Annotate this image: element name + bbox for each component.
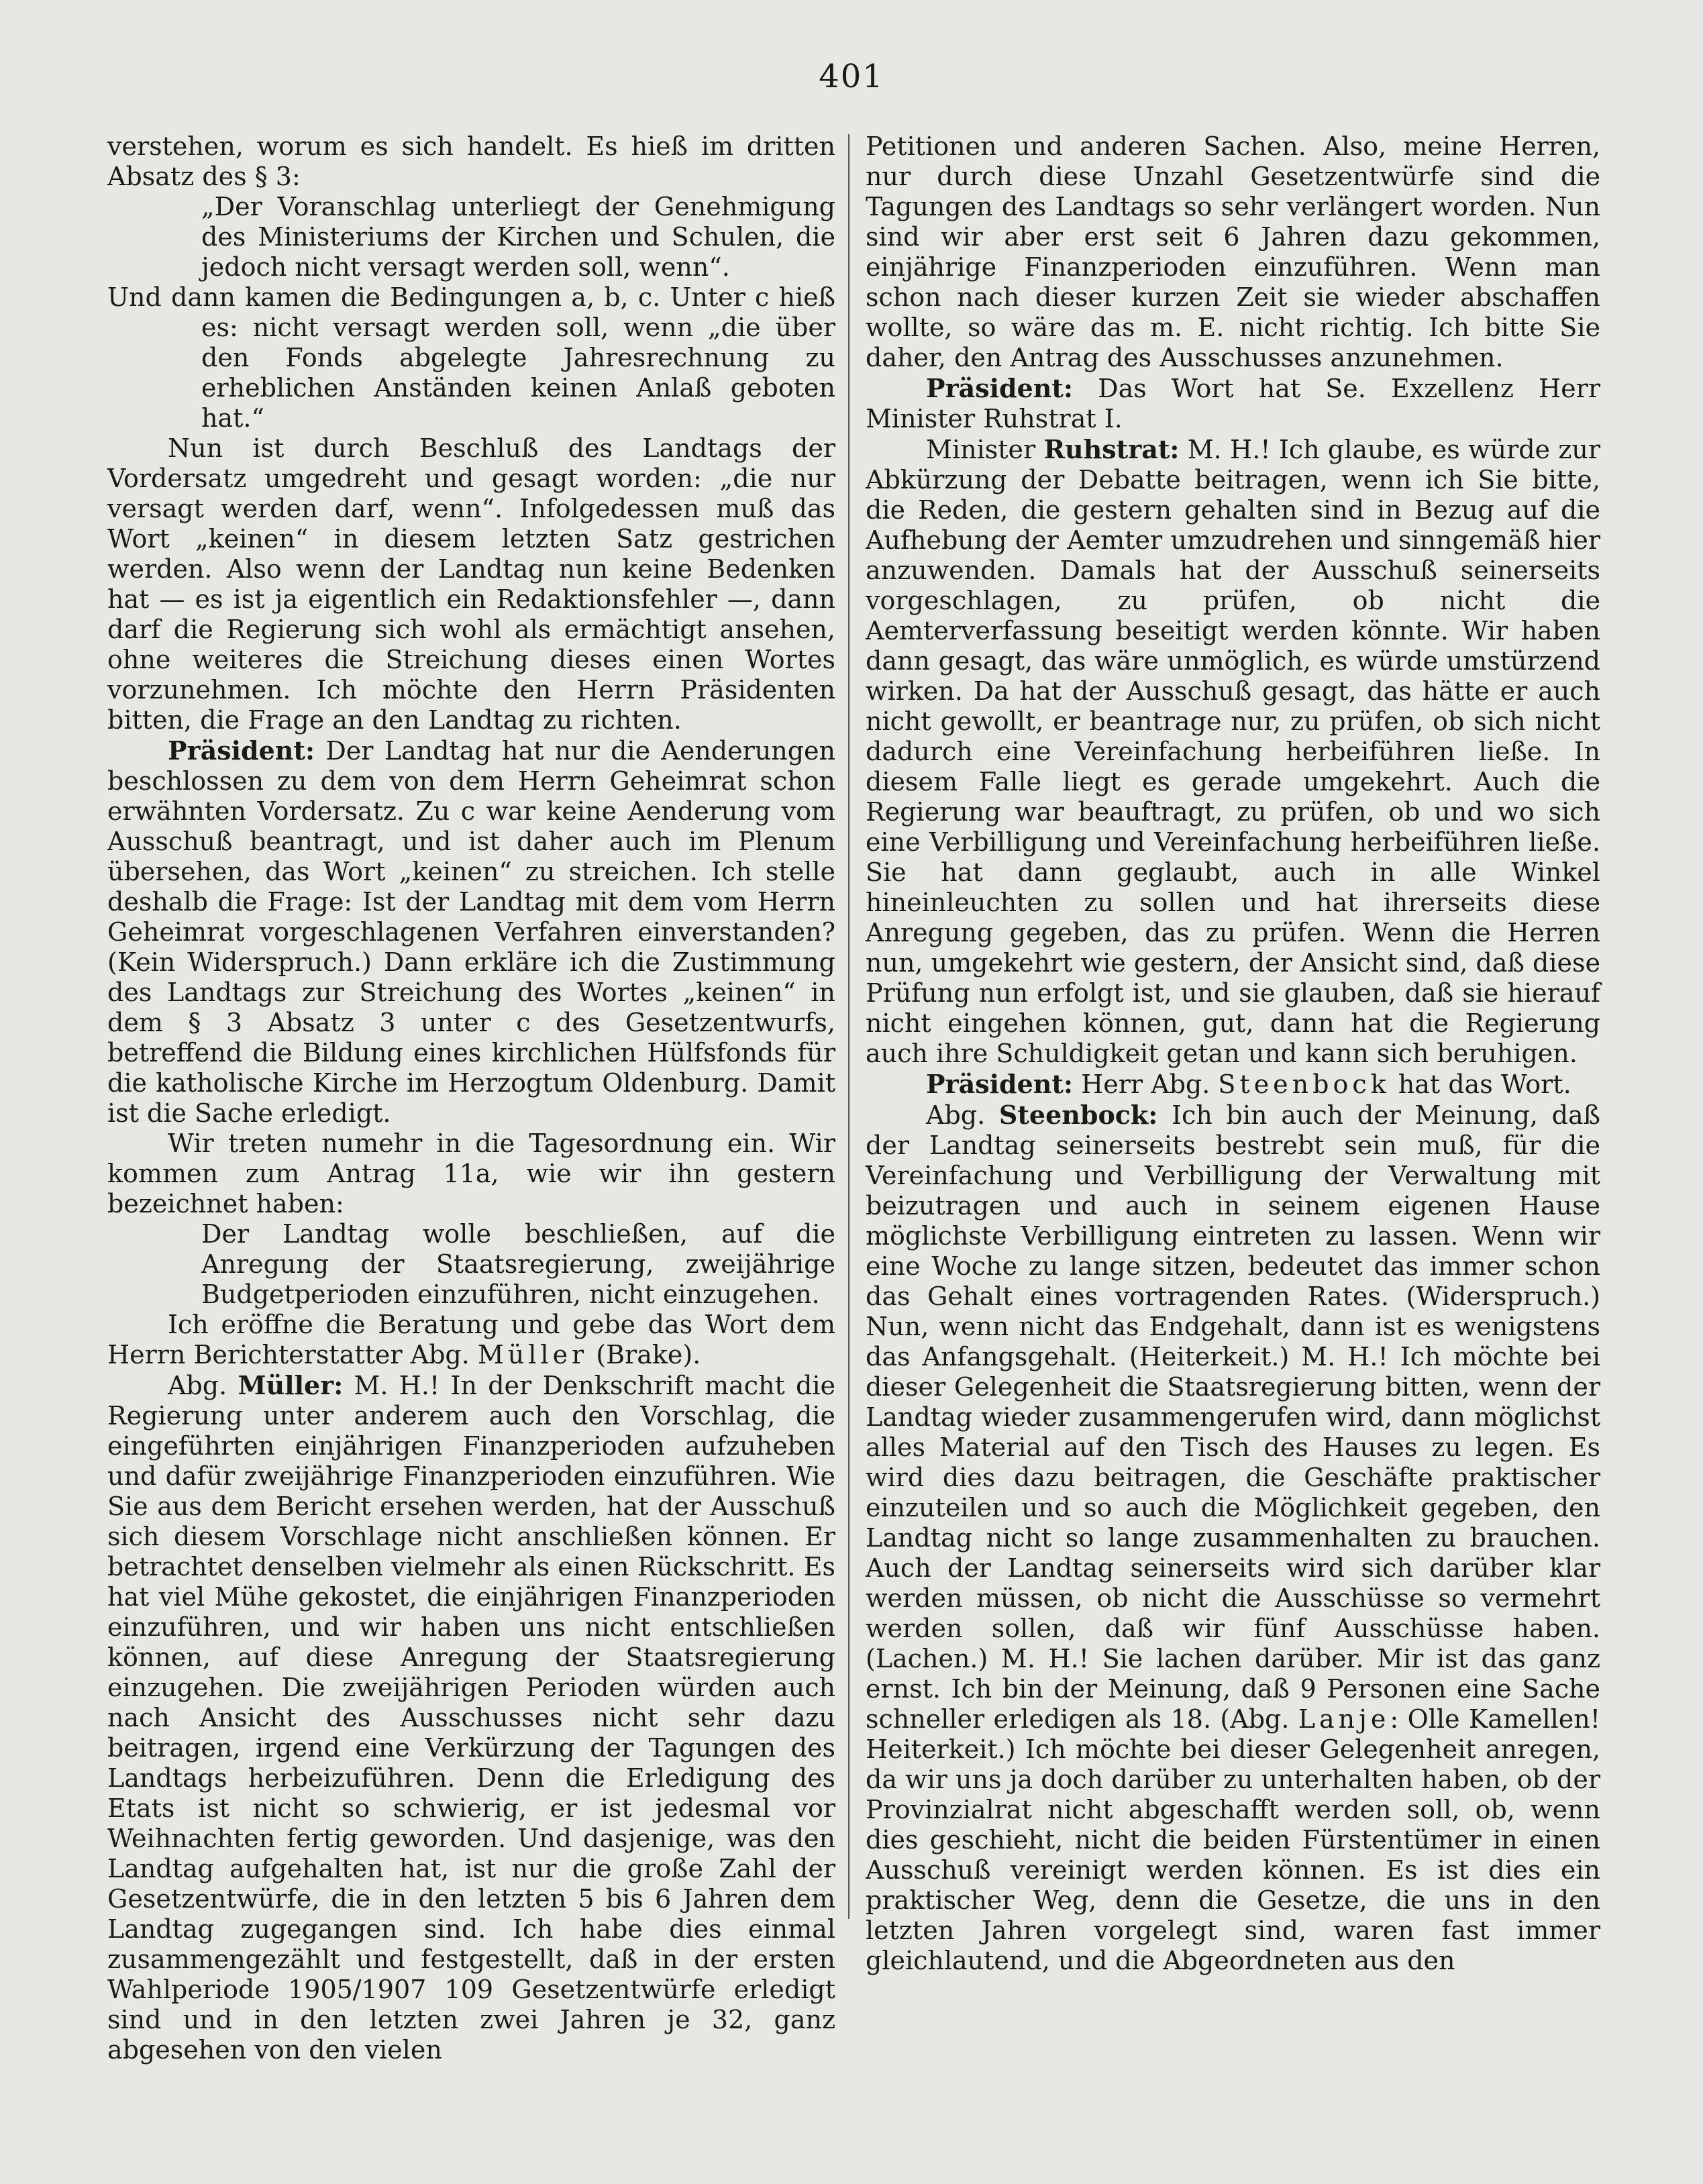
speech-text: Der Landtag hat nur die Aenderungen beschlossen zu dem von dem Herrn Geheimrat schon erwähnten Vordersatz. Zu c war keine Aenderung vom Ausschuß beantragt, und ist daher auch im Plenum übersehen, das Wort „keinen“ zu streichen. Ich stelle deshalb die Frage: Ist der Landtag mit dem vom Herrn Geheimrat vorgeschlagenen Verfahren einverstanden? (Kein Widerspruch.) Dann erkläre ich die Zustimmung des Landtags zur Streichung des Wortes „keinen“ in dem § 3 Absatz 3 unter c des Gesetzentwurfs, betreffend die Bildung eines kirchlichen Hülfsfonds für die katholische Kirche im Herzogtum Oldenburg. Damit ist die Sache erledigt.	[107, 736, 835, 1128]
speaker-name: Präsident:	[168, 735, 315, 766]
speaker-name: Ruhstrat:	[1043, 434, 1180, 464]
text: Abg.	[926, 1100, 999, 1130]
member-name: Müller	[477, 1340, 588, 1369]
text: (Brake).	[588, 1340, 701, 1369]
paragraph	[107, 1370, 835, 2065]
paragraph: Und dann kamen die Bedingungen a, b, c. Unter c hieß es: nicht versagt werden soll, wenn „die über den Fonds abgelegte Jahresrechnung zu erheblichen Anständen keinen Anlaß geboten hat.“	[107, 282, 835, 433]
paragraph: verstehen, worum es sich handelt. Es hieß im dritten Absatz des § 3:	[107, 132, 835, 191]
page-number: 401	[819, 58, 884, 95]
speaker-name: Präsident:	[926, 373, 1074, 403]
paragraph	[866, 1100, 1600, 1976]
member-name: Steenbock	[1218, 1070, 1390, 1099]
speech-text: Das Wort hat Se. Exzellenz Herr Minister Ruhstrat I.	[866, 374, 1600, 433]
speech-text: M. H.! In der Denkschrift macht die Regierung unter anderem auch den Vorschlag, die eingeführten einjährigen Finanzperioden aufzuheben und dafür zweijährige Finanzperioden einzuführen. Wie Sie aus dem Bericht ersehen werden, hat der Ausschuß sich diesem Vorschlage nicht anschließen können. Er betrachtet denselben vielmehr als einen Rückschritt. Es hat viel Mühe gekostet, die einjährigen Finanzperioden einzuführen, und wir haben uns nicht entschließen können, auf diese Anregung der Staatsregierung einzugehen. Die zweijährigen Perioden würden auch nach Ansicht des Ausschusses nicht sehr dazu beitragen, irgend eine Verkürzung der Tagungen des Landtags herbeizuführen. Denn die Erledigung des Etats ist nicht so schwierig, er ist jedesmal vor Weihnachten fertig geworden. Und dasjenige, was den Landtag aufgehalten hat, ist nur die große Zahl der Gesetzentwürfe, die in den letzten 5 bis 6 Jahren dem Landtag zugegangen sind. Ich habe dies einmal zusammengezählt und festgestellt, daß in der ersten Wahlperiode 1905/1907 109 Gesetzentwürfe erledigt sind und in den letzten zwei Jahren je 32, ganz abgesehen von den vielen	[107, 1371, 835, 2065]
left-column	[107, 132, 835, 2065]
text: Minister	[926, 435, 1044, 464]
quotation: Der Landtag wolle beschließen, auf die Anregung der Staatsregierung, zweijährige Budgetperioden einzuführen, nicht einzugehen.	[201, 1219, 835, 1309]
paragraph	[107, 1310, 835, 1370]
column-divider	[848, 134, 849, 1919]
text: hat das Wort.	[1390, 1070, 1571, 1099]
member-name: Lanje	[1298, 1704, 1390, 1734]
speech-text: M. H.! Ich glaube, es würde zur Abkürzung der Debatte beitragen, wenn ich Sie bitte, die Reden, die gestern gehalten sind in Bezug auf die Aufhebung der Aemter umzudrehen und sinngemäß hier anzuwenden. Damals hat der Ausschuß seinerseits vorgeschlagen, zu prüfen, ob nicht die Aemterverfassung beseitigt werden könnte. Wir haben dann gesagt, das wäre unmöglich, es würde umstürzend wirken. Da hat der Ausschuß gesagt, das hätte er auch nicht gewollt, er beantrage nur, zu prüfen, ob sich nicht dadurch eine Vereinfachung herbeiführen ließe. In diesem Falle liegt es gerade umgekehrt. Auch die Regierung war beauftragt, zu prüfen, ob und wo sich eine Verbilligung und Vereinfachung herbeiführen ließe. Sie hat dann geglaubt, auch in alle Winkel hineinleuchten zu sollen und hat ihrerseits diese Anregung gegeben, das zu prüfen. Wenn die Herren nun, umgekehrt wie gestern, der Ansicht sind, daß diese Prüfung nun erfolgt ist, und sie glauben, daß sie hierauf nicht eingehen können, gut, dann hat die Regierung auch ihre Schuldigkeit getan und kann sich beruhigen.	[866, 435, 1600, 1068]
paragraph	[107, 735, 835, 1129]
speaker-name: Präsident:	[926, 1069, 1074, 1099]
paragraph: Wir treten numehr in die Tagesordnung ein. Wir kommen zum Antrag 11a, wie wir ihn gestern bezeichnet haben:	[107, 1129, 835, 1218]
paragraph	[866, 1069, 1600, 1100]
paragraph	[866, 434, 1600, 1069]
speech-text: Ich bin auch der Meinung, daß der Landtag seinerseits bestrebt sein muß, für die Vereinfachung und Verbilligung der Verwaltung mit beizutragen und auch in seinem eigenen Hause möglichste Verbilligung eintreten zu lassen. Wenn wir eine Woche zu lange sitzen, bedeutet das immer schon das Gehalt eines vortragenden Rates. (Widerspruch.) Nun, wenn nicht das Endgehalt, dann ist es wenigstens das Anfangsgehalt. (Heiterkeit.) M. H.! Ich möchte bei dieser Gelegenheit die Staatsregierung bitten, wenn der Landtag wieder zusammengerufen wird, dann möglichst alles Material auf den Tisch des Hauses zu legen. Es wird dies dazu beitragen, die Geschäfte praktischer einzuteilen und so auch die Möglichkeit gegeben, den Landtag nicht so lange zusammenhalten zu brauchen. Auch der Landtag seinerseits wird sich darüber klar werden müssen, ob nicht die Ausschüsse so vermehrt werden sollen, daß wir fünf Ausschüsse haben. (Lachen.) M. H.! Sie lachen darüber. Mir ist das ganz ernst. Ich bin der Meinung, daß 9 Personen eine Sache schneller erledigen als 18. (Abg.	[866, 1100, 1600, 1734]
text: Ich eröffne die Beratung und gebe das Wort dem Herrn Berichterstatter Abg.	[107, 1310, 835, 1369]
quotation: „Der Voranschlag unterliegt der Genehmigung des Ministeriums der Kirchen und Schulen, die jedoch nicht versagt werden soll, wenn“.	[201, 192, 835, 282]
right-column	[866, 132, 1600, 1976]
speaker-name: Müller:	[238, 1370, 344, 1400]
speaker-name: Steenbock:	[998, 1100, 1158, 1130]
text: Abg.	[168, 1371, 238, 1400]
speech-text: : Olle Kamellen! Heiterkeit.) Ich möchte bei dieser Gelegenheit anregen, da wir uns ja doch darüber zu unterhalten haben, ob der Provinzialrat nicht abgeschafft werden soll, ob, wenn dies geschieht, nicht die beiden Fürstentümer in einen Ausschuß vereinigt werden können. Es ist dies ein praktischer Weg, denn die Gesetze, die uns in den letzten Jahren vorgelegt sind, waren fast immer gleichlautend, und die Abgeordneten aus den	[866, 1704, 1600, 1975]
paragraph: Nun ist durch Beschluß des Landtags der Vordersatz umgedreht und gesagt worden: „die nur versagt werden darf, wenn“. Infolgedessen muß das Wort „keinen“ in diesem letzten Satz gestrichen werden. Also wenn der Landtag nun keine Bedenken hat — es ist ja eigentlich ein Redaktionsfehler —, dann darf die Regierung sich wohl als ermächtigt ansehen, ohne weiteres die Streichung dieses einen Wortes vorzunehmen. Ich möchte den Herrn Präsidenten bitten, die Frage an den Landtag zu richten.	[107, 433, 835, 735]
text: Herr Abg.	[1073, 1070, 1219, 1099]
paragraph: Petitionen und anderen Sachen. Also, meine Herren, nur durch diese Unzahl Gesetzentwürfe sind die Tagungen des Landtags so sehr verlängert worden. Nun sind wir aber erst seit 6 Jahren dazu gekommen, einjährige Finanzperioden einzuführen. Wenn man schon nach dieser kurzen Zeit sie wieder abschaffen wollte, so wäre das m. E. nicht richtig. Ich bitte Sie daher, den Antrag des Ausschusses anzunehmen.	[866, 132, 1600, 372]
paragraph	[866, 373, 1600, 434]
